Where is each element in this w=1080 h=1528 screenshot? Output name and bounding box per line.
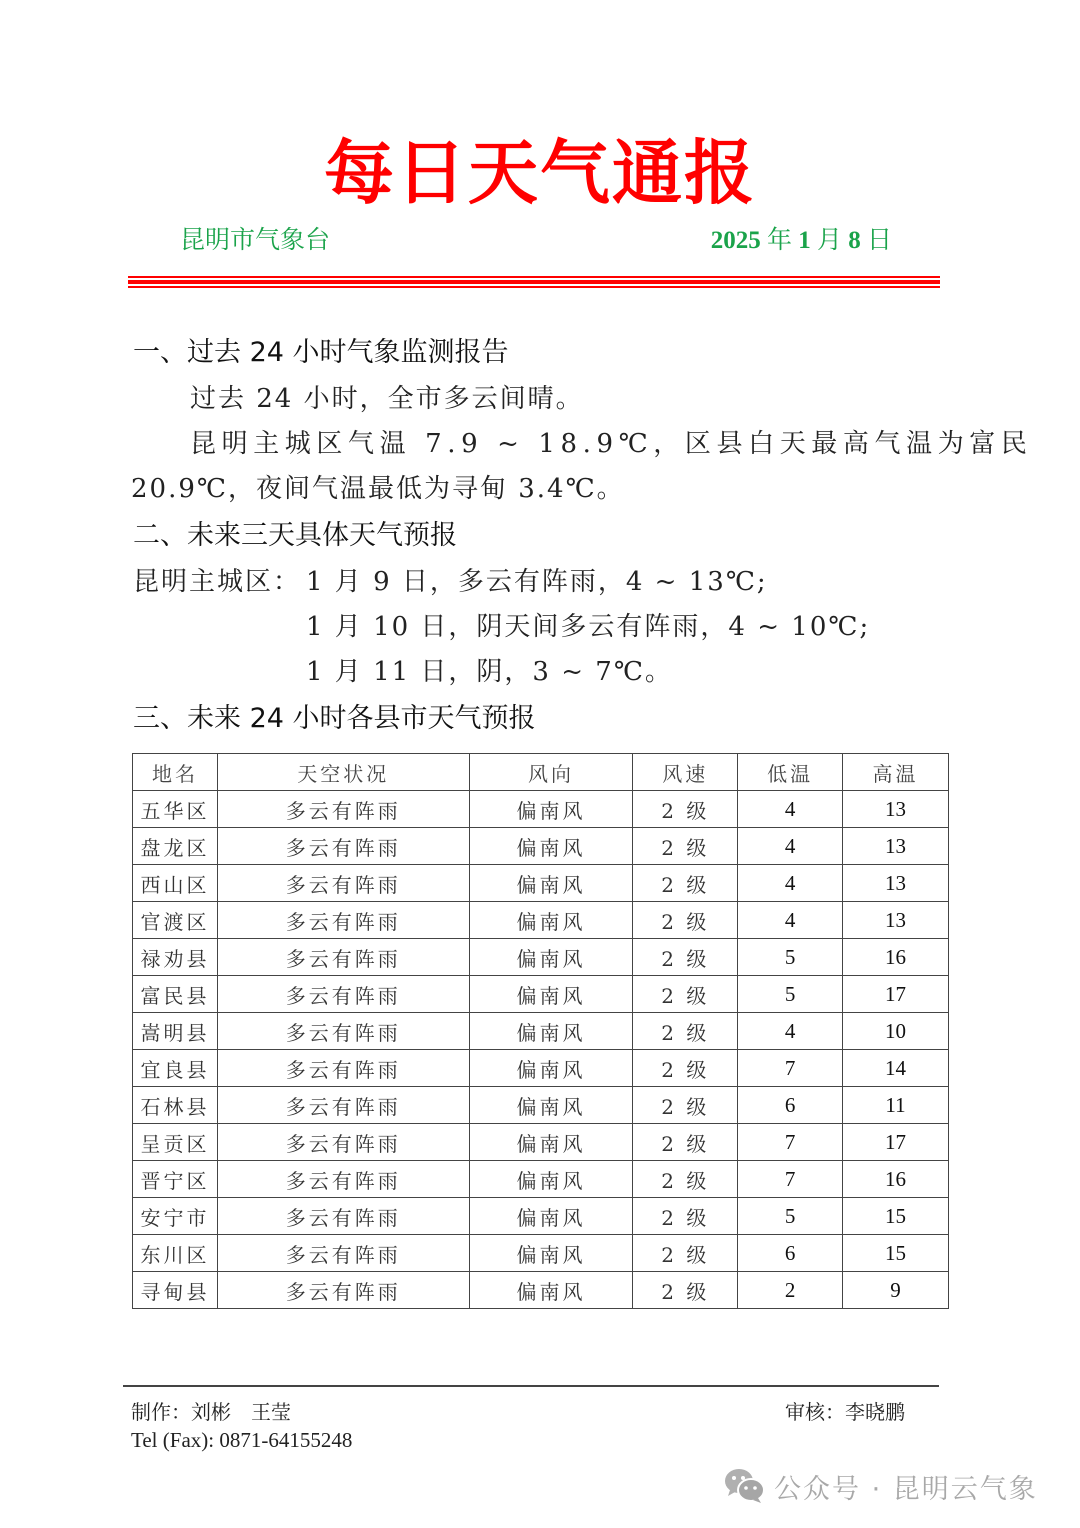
cell-sky: 多云有阵雨: [217, 976, 469, 1013]
cell-low: 5: [738, 976, 843, 1013]
cell-place: 官渡区: [133, 902, 218, 939]
table-row: [133, 1272, 949, 1309]
cell-place: 石林县: [133, 1087, 218, 1124]
cell-low: 4: [738, 865, 843, 902]
table-row: [133, 1161, 949, 1198]
cell-place: 嵩明县: [133, 1013, 218, 1050]
cell-wind-speed: 2 级: [633, 1124, 738, 1161]
section2-heading: 二、未来三天具体天气预报: [133, 520, 457, 551]
watermark: [724, 1464, 1038, 1508]
table-row: [133, 1235, 949, 1272]
cell-wind-dir: 偏南风: [469, 902, 633, 939]
cell-sky: 多云有阵雨: [217, 1161, 469, 1198]
section3-heading: 三、未来 24 小时各县市天气预报: [133, 703, 536, 734]
cell-sky: 多云有阵雨: [217, 1013, 469, 1050]
cell-wind-dir: 偏南风: [469, 828, 633, 865]
forecast-day-2: 1 月 10 日，阴天间多云有阵雨，4 ~ 10℃;: [306, 612, 871, 642]
wechat-icon: [724, 1468, 766, 1504]
section1-summary: 过去 24 小时，全市多云间晴。: [190, 384, 584, 414]
cell-place: 晋宁区: [133, 1161, 218, 1198]
header-divider-thin-bottom: [128, 286, 940, 288]
cell-wind-dir: 偏南风: [469, 1272, 633, 1309]
cell-wind-speed: 2 级: [633, 1087, 738, 1124]
cell-high: 17: [843, 976, 949, 1013]
cell-high: 16: [843, 1161, 949, 1198]
date-year: 2025: [710, 227, 761, 254]
cell-place: 西山区: [133, 865, 218, 902]
table-row: [133, 1124, 949, 1161]
cell-sky: 多云有阵雨: [217, 1124, 469, 1161]
cell-wind-dir: 偏南风: [469, 1124, 633, 1161]
cell-low: 7: [738, 1124, 843, 1161]
date-day-unit: 日: [866, 225, 892, 254]
cell-low: 7: [738, 1161, 843, 1198]
cell-place: 宜良县: [133, 1050, 218, 1087]
cell-low: 4: [738, 791, 843, 828]
report-title: 每日天气通报: [324, 131, 756, 214]
cell-wind-dir: 偏南风: [469, 865, 633, 902]
cell-place: 东川区: [133, 1235, 218, 1272]
forecast-day-1: 1 月 9 日，多云有阵雨，4 ~ 13℃;: [306, 567, 768, 597]
cell-sky: 多云有阵雨: [217, 1050, 469, 1087]
cell-place: 寻甸县: [133, 1272, 218, 1309]
cell-wind-speed: 2 级: [633, 1272, 738, 1309]
table-row: [133, 902, 949, 939]
cell-place: 盘龙区: [133, 828, 218, 865]
cell-high: 17: [843, 1124, 949, 1161]
table-row: [133, 1198, 949, 1235]
cell-wind-speed: 2 级: [633, 1013, 738, 1050]
cell-high: 13: [843, 828, 949, 865]
cell-sky: 多云有阵雨: [217, 791, 469, 828]
cell-place: 呈贡区: [133, 1124, 218, 1161]
col-header-place: 地名: [133, 754, 218, 791]
cell-wind-speed: 2 级: [633, 1198, 738, 1235]
cell-low: 6: [738, 1087, 843, 1124]
cell-wind-speed: 2 级: [633, 791, 738, 828]
date-year-unit: 年: [766, 225, 792, 254]
cell-wind-speed: 2 级: [633, 976, 738, 1013]
cell-low: 5: [738, 939, 843, 976]
section1-heading: 一、过去 24 小时气象监测报告: [133, 337, 509, 368]
cell-low: 4: [738, 1013, 843, 1050]
table-row: [133, 865, 949, 902]
reviewed-by: 审核：李晓鹏: [785, 1400, 905, 1424]
table-row: [133, 828, 949, 865]
cell-high: 15: [843, 1235, 949, 1272]
cell-wind-dir: 偏南风: [469, 976, 633, 1013]
date-month-unit: 月: [816, 225, 842, 254]
cell-wind-speed: 2 级: [633, 939, 738, 976]
cell-wind-dir: 偏南风: [469, 1198, 633, 1235]
cell-sky: 多云有阵雨: [217, 1235, 469, 1272]
cell-high: 16: [843, 939, 949, 976]
table-row: [133, 976, 949, 1013]
cell-low: 4: [738, 828, 843, 865]
cell-high: 10: [843, 1013, 949, 1050]
header-divider-thick: [128, 280, 940, 284]
table-row: [133, 1013, 949, 1050]
cell-sky: 多云有阵雨: [217, 865, 469, 902]
cell-wind-dir: 偏南风: [469, 1050, 633, 1087]
table-row: [133, 939, 949, 976]
section1-temps-line1: 昆明主城区气温 7.9 ~ 18.9℃，区县白天最高气温为富民: [190, 429, 1033, 459]
cell-wind-speed: 2 级: [633, 1235, 738, 1272]
cell-wind-speed: 2 级: [633, 865, 738, 902]
col-header-low: 低温: [738, 754, 843, 791]
cell-wind-speed: 2 级: [633, 902, 738, 939]
cell-sky: 多云有阵雨: [217, 939, 469, 976]
cell-high: 13: [843, 902, 949, 939]
section2-city-label: 昆明主城区：: [133, 567, 302, 597]
cell-sky: 多云有阵雨: [217, 902, 469, 939]
cell-high: 14: [843, 1050, 949, 1087]
cell-wind-dir: 偏南风: [469, 1087, 633, 1124]
cell-high: 15: [843, 1198, 949, 1235]
cell-high: 11: [843, 1087, 949, 1124]
col-header-wind-speed: 风速: [633, 754, 738, 791]
header-divider-thin-top: [128, 276, 940, 278]
cell-low: 7: [738, 1050, 843, 1087]
cell-place: 五华区: [133, 791, 218, 828]
cell-wind-speed: 2 级: [633, 828, 738, 865]
cell-wind-dir: 偏南风: [469, 1161, 633, 1198]
cell-wind-dir: 偏南风: [469, 939, 633, 976]
cell-wind-speed: 2 级: [633, 1050, 738, 1087]
cell-place: 安宁市: [133, 1198, 218, 1235]
date-day: 8: [848, 227, 861, 254]
footer-divider: [123, 1385, 939, 1387]
table-row: [133, 1087, 949, 1124]
cell-high: 13: [843, 865, 949, 902]
forecast-day-3: 1 月 11 日，阴，3 ~ 7℃。: [306, 657, 673, 687]
col-header-sky: 天空状况: [217, 754, 469, 791]
cell-wind-speed: 2 级: [633, 1161, 738, 1198]
cell-low: 6: [738, 1235, 843, 1272]
agency-name: 昆明市气象台: [180, 225, 331, 254]
cell-high: 13: [843, 791, 949, 828]
cell-sky: 多云有阵雨: [217, 1087, 469, 1124]
date-month: 1: [798, 227, 811, 254]
cell-sky: 多云有阵雨: [217, 1272, 469, 1309]
cell-low: 5: [738, 1198, 843, 1235]
report-date: [711, 222, 892, 259]
col-header-wind-dir: 风向: [469, 754, 633, 791]
table-header-row: [133, 754, 949, 791]
made-by: 制作：刘彬 王莹: [131, 1400, 291, 1424]
tel-fax: Tel (Fax): 0871-64155248: [131, 1428, 353, 1452]
cell-high: 9: [843, 1272, 949, 1309]
table-row: [133, 791, 949, 828]
col-header-high: 高温: [843, 754, 949, 791]
cell-wind-dir: 偏南风: [469, 791, 633, 828]
cell-wind-dir: 偏南风: [469, 1235, 633, 1272]
cell-low: 4: [738, 902, 843, 939]
cell-wind-dir: 偏南风: [469, 1013, 633, 1050]
cell-sky: 多云有阵雨: [217, 1198, 469, 1235]
watermark-text: 公众号 · 昆明云气象: [774, 1473, 1038, 1505]
cell-place: 富民县: [133, 976, 218, 1013]
county-forecast-table: [132, 753, 949, 1309]
section1-temps-line2: 20.9℃，夜间气温最低为寻甸 3.4℃。: [131, 474, 625, 504]
table-row: [133, 1050, 949, 1087]
cell-sky: 多云有阵雨: [217, 828, 469, 865]
cell-place: 禄劝县: [133, 939, 218, 976]
cell-low: 2: [738, 1272, 843, 1309]
